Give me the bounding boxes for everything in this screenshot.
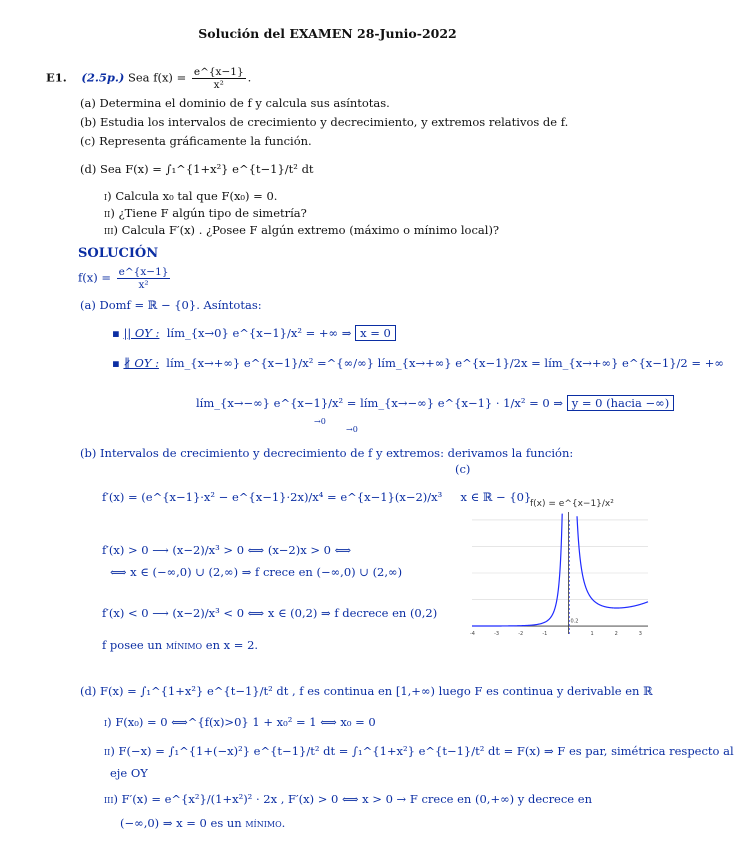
horizontal-limit: lím_{x→−∞} e^{x−1}/x² = lím_{x→−∞} e^{x−1} · 1/x² = 0 ⇒ [196, 396, 564, 410]
under-brace-1: →0 [314, 417, 326, 426]
f-numerator: e^{x−1} [193, 66, 244, 78]
part-d-ii [104, 744, 734, 758]
d-ii-text: F(−x) = ∫₁^{1+(−x)²} e^{t−1}/t² dt = ∫₁^{1+x²} e^{t−1}/t² dt = F(x) ⇒ F es par, simétrica respecto al [118, 744, 734, 758]
item-letter: (a) [80, 96, 96, 110]
horizontal-asymptote-line [196, 396, 674, 410]
f-def-denominator: x² [138, 279, 149, 291]
minimum-post: en x = 2. [205, 638, 259, 652]
vertical-result-box: x = 0 [355, 325, 396, 341]
horizontal-result-box: y = 0 (hacia −∞) [567, 395, 675, 411]
x-tick-label: 2 [614, 631, 618, 638]
item-a [80, 96, 390, 110]
subitem-numeral: i) [104, 189, 112, 203]
oblique-label: ∦ OY : [123, 356, 159, 370]
f-def-label: f(x) = [78, 270, 112, 285]
oblique-limit: lím_{x→+∞} e^{x−1}/x² =^{∞/∞} lím_{x→+∞} e^{x−1}/2x = lím_{x→+∞} e^{x−1}/2 = +∞ [166, 356, 724, 370]
subitem-text: ¿Tiene F algún tipo de simetría? [118, 206, 307, 220]
x-tick-label: 1 [590, 631, 594, 638]
subitem-text: Calcula F′(x) . ¿Posee F algún extremo (máximo o mínimo local)? [121, 223, 500, 237]
f-def-numerator: e^{x−1} [118, 266, 169, 278]
part-d-i [104, 715, 376, 729]
oblique-line [112, 356, 724, 370]
subitem-i [104, 189, 277, 203]
subitem-iii [104, 223, 499, 237]
bullet: ▪ [112, 326, 120, 340]
part-b-intro: (b) Intervalos de crecimiento y decrecimiento de f y extremos: derivamos la función: [80, 446, 574, 460]
f-def-fraction [117, 266, 171, 291]
subitem-numeral: iii) [104, 223, 118, 237]
derivative-expression: f′(x) = (e^{x−1}·x² − e^{x−1}·2x)/x⁴ = e^{x−1}(x−2)/x³ [102, 490, 443, 504]
curve-right-branch [577, 516, 648, 608]
bullet: ▪ [112, 356, 120, 370]
vertical-asymptote-line [112, 326, 396, 340]
d-iii-label: iii) [104, 792, 118, 806]
subitem-numeral: ii) [104, 206, 115, 220]
d-iii-minimum-word: mínimo [245, 816, 282, 830]
solution-f-def [78, 266, 172, 291]
subitem-text: Calcula x₀ tal que F(x₀) = 0. [115, 189, 278, 203]
derivative-line [102, 490, 531, 504]
vertical-limit: lím_{x→0} e^{x−1}/x² = +∞ ⇒ [166, 326, 352, 340]
part-a-intro: (a) Domf = ℝ − {0}. Asíntotas: [80, 298, 262, 312]
under-brace-2: →0 [346, 425, 358, 434]
item-letter: (c) [80, 134, 96, 148]
curve-left-branch [472, 514, 562, 626]
part-d-iii [104, 792, 592, 806]
minimum-pre: f posee un [102, 638, 163, 652]
item-text: Determina el dominio de f y calcula sus asíntotas. [99, 96, 390, 110]
chart-curves [472, 514, 648, 634]
item-text: Sea F(x) = ∫₁^{1+x²} e^{t−1}/t² dt [100, 162, 314, 176]
item-b [80, 115, 568, 129]
part-d-intro: (d) F(x) = ∫₁^{1+x²} e^{t−1}/t² dt , f es continua en [1,+∞) luego F es continua y derivable en ℝ [80, 684, 653, 698]
f-fraction [192, 66, 246, 91]
exercise-statement: Sea f(x) = [128, 70, 187, 85]
item-c [80, 134, 312, 148]
subitem-ii [104, 206, 307, 220]
chart-title: f(x) = e^{x−1}/x² [530, 499, 614, 509]
d-i-label: i) [104, 715, 112, 729]
page-title: Solución del EXAMEN 28-Junio-2022 [198, 26, 457, 41]
item-text: Representa gráficamente la función. [99, 134, 312, 148]
positive-derivative-2: ⟺ x ∈ (−∞,0) ∪ (2,∞) ⇒ f crece en (−∞,0) ∪ (2,∞) [110, 565, 403, 579]
d-iii-text2: (−∞,0) ⇒ x = 0 es un [120, 816, 242, 830]
d-ii-label: ii) [104, 744, 115, 758]
d-i-text: F(x₀) = 0 ⟺^{f(x)>0} 1 + x₀² = 1 ⟺ x₀ = 0 [115, 715, 376, 729]
exercise-header: E1. (2.5p.) Sea f(x) = $\frac{e\^{}\{x-1\}}{\text{x²}}$ . [46, 66, 252, 91]
x-tick-label: -2 [518, 631, 524, 638]
derivative-domain: x ∈ ℝ − {0} [460, 490, 532, 504]
minimum-word: mínimo [165, 638, 203, 652]
item-letter: (b) [80, 115, 97, 129]
item-letter: (d) [80, 162, 97, 176]
item-text: Estudia los intervalos de crecimiento y decrecimiento, y extremos relativos de f. [100, 115, 569, 129]
d-iii-text: F′(x) = e^{x²}/(1+x²)² · 2x , F′(x) > 0 ⟺ x > 0 → F crece en (0,+∞) y decrece en [121, 792, 592, 806]
solution-heading: SOLUCIÓN [78, 246, 159, 261]
function-graph [470, 482, 650, 642]
part-d-iii-cont [120, 816, 285, 830]
item-d [80, 162, 314, 176]
x-tick-label: -3 [494, 631, 500, 638]
part-c-label: (c) [455, 462, 471, 476]
f-denominator: x² [213, 79, 224, 91]
chart-ticks [470, 619, 642, 637]
x-tick-label: -1 [542, 631, 548, 638]
part-d-ii-cont: eje OY [110, 766, 148, 780]
vertical-label: || OY : [123, 326, 160, 340]
exercise-points: (2.5p.) [81, 70, 125, 85]
exercise-label: E1. [46, 70, 67, 85]
positive-derivative-1: f′(x) > 0 ⟶ (x−2)/x³ > 0 ⟺ (x−2)x > 0 ⟺ [102, 543, 352, 557]
negative-derivative: f′(x) < 0 ⟶ (x−2)/x³ < 0 ⟺ x ∈ (0,2) ⇒ f decrece en (0,2) [102, 606, 438, 620]
minimum-statement [102, 638, 258, 652]
d-iii-end: . [281, 816, 286, 830]
y-tick-label: 0.2 [570, 618, 579, 625]
x-tick-label: 3 [638, 631, 642, 638]
x-tick-label: -4 [470, 631, 475, 638]
